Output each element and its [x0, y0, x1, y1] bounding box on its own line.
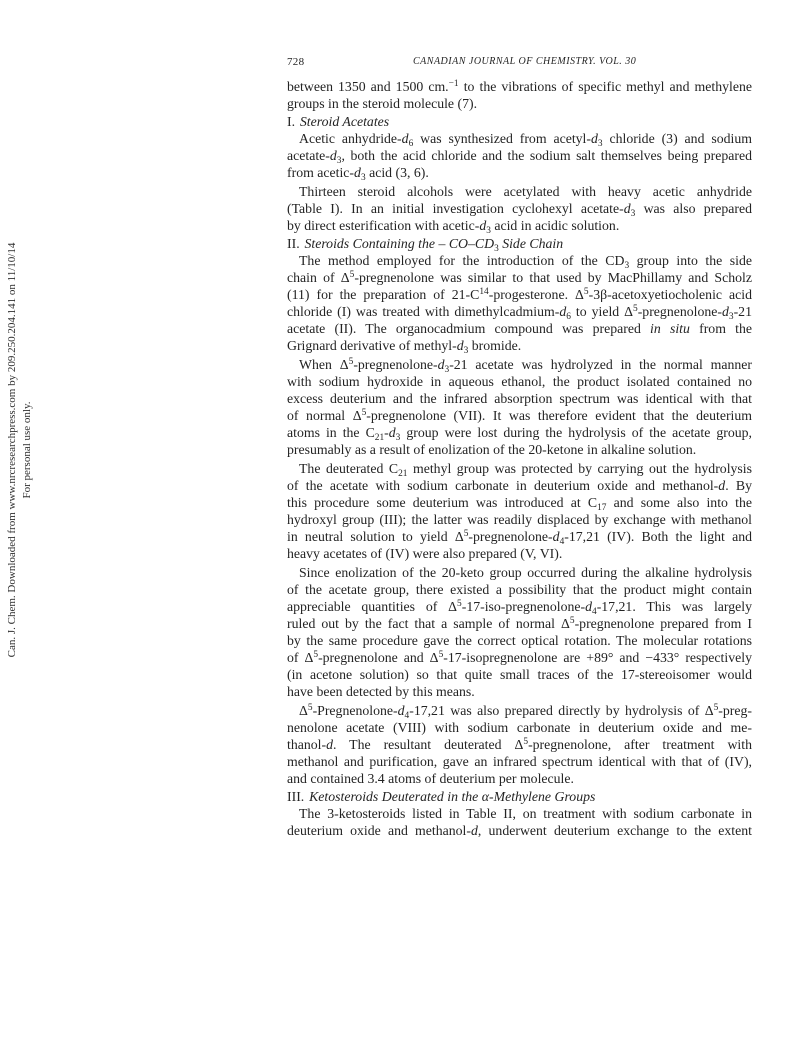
text-run: acetate (II). The organocadmium compound was prepared [287, 321, 651, 336]
text-run: . By [725, 478, 753, 493]
text-run: -21 [733, 304, 752, 319]
section-number: I. [287, 114, 296, 129]
text-run: in neutral solution to yield Δ [287, 529, 464, 544]
running-header: CANADIAN JOURNAL OF CHEMISTRY. VOL. 30 [413, 56, 637, 67]
subscript: 3 [494, 243, 499, 254]
text-line [287, 252, 752, 269]
subscript: 3 [728, 311, 734, 322]
italic-run: d [559, 304, 567, 319]
subscript: 3 [395, 432, 401, 443]
text-run: thanol- [287, 737, 327, 752]
text-run: atoms in the C [287, 425, 375, 440]
text-line [287, 702, 752, 719]
text-run: to yield Δ [570, 304, 634, 319]
text-line [287, 753, 752, 770]
text-run: (in acetone solution) so that quite small traces of the 17-stereoisomer would [287, 667, 752, 682]
paragraph [287, 356, 752, 458]
text-run: -pregnenolone prepared from I [574, 616, 753, 631]
italic-run: d [388, 425, 396, 440]
text-run: methanol and purification, gave an infrared spectrum identical with that of (IV), [287, 754, 752, 769]
text-line [287, 78, 752, 95]
text-run: -3β-acetoxyetiocholenic acid [588, 287, 753, 302]
italic-run: d [623, 201, 631, 216]
superscript: 5 [457, 599, 462, 610]
body-text-column [287, 78, 752, 839]
text-line [287, 269, 752, 286]
text-run: -pregnenolone- [637, 304, 722, 319]
section-heading [287, 788, 752, 805]
italic-run: d [401, 131, 409, 146]
text-run: acetate- [287, 148, 330, 163]
text-run: -pregnenolone, after treatment with [528, 737, 753, 752]
text-run: -pregnenolone was similar to that used by MacPhillamy and Scholz [354, 270, 752, 285]
text-line [287, 683, 752, 700]
paragraph [287, 78, 752, 112]
italic-run: d [721, 304, 729, 319]
text-run: The deuterated C [299, 461, 399, 476]
subscript: 3 [486, 225, 491, 236]
text-line [287, 286, 752, 303]
paragraph [287, 130, 752, 181]
italic-run: d [397, 703, 405, 718]
text-line [287, 95, 752, 112]
italic-run: Ketosteroids Deuterated in the α-Methylene Groups [309, 789, 596, 804]
section-title [309, 789, 595, 804]
text-run: excess deuterium and the infrared absorption spectrum was identical with that [287, 391, 752, 406]
text-run: -17,21 (IV). Both the light and [564, 529, 752, 544]
text-run: deuterium oxide and methanol- [287, 823, 471, 838]
text-line [287, 147, 752, 164]
text-run: was also prepared [635, 201, 752, 216]
text-run: this procedure some deuterium was introduced at C [287, 495, 598, 510]
text-run: acid in acidic solution. [490, 218, 620, 233]
text-run: The method employed for the introduction of the CD [299, 253, 625, 268]
italic-run: d [329, 148, 337, 163]
italic-run: d [326, 737, 333, 752]
text-run: -Pregnenolone- [312, 703, 398, 718]
text-run: -17,21 was also prepared directly by hydrolysis of Δ [409, 703, 714, 718]
paragraph [287, 460, 752, 562]
text-line [287, 460, 752, 477]
superscript: 5 [463, 529, 469, 540]
text-run: of normal Δ [287, 408, 362, 423]
text-run: -pregnenolone and Δ [318, 650, 439, 665]
text-line [287, 649, 752, 666]
text-run: Δ [299, 703, 308, 718]
text-run: group were lost during the hydrolysis of the acetate group, [400, 425, 753, 440]
text-run: have been detected by this means. [287, 684, 475, 699]
subscript: 3 [463, 345, 469, 356]
italic-run: d [585, 599, 592, 614]
text-line [287, 736, 752, 753]
text-run: and contained 3.4 atoms of deuterium per molecule. [287, 771, 574, 786]
italic-run: d [591, 131, 598, 146]
text-line [287, 581, 752, 598]
superscript: 5 [523, 737, 529, 748]
text-run: of Δ [287, 650, 314, 665]
text-run: (Table I). In an initial investigation cyclohexyl acetate- [287, 201, 624, 216]
text-run: between 1350 and 1500 cm. [287, 79, 449, 94]
text-run: -21 acetate was hydrolyzed in the normal manner [449, 357, 753, 372]
text-run: chloride (I) was treated with dimethylcadmium- [287, 304, 560, 319]
superscript: 5 [438, 650, 444, 661]
text-line [287, 390, 752, 407]
text-line [287, 424, 752, 441]
text-line [287, 719, 752, 736]
superscript: 5 [569, 616, 575, 627]
italic-run: d [456, 338, 464, 353]
page-number: 728 [287, 56, 305, 68]
superscript: 5 [361, 408, 367, 419]
subscript: 4 [592, 606, 597, 617]
text-line [287, 320, 752, 337]
text-run: acid (3, 6). [365, 165, 429, 180]
text-line [287, 770, 752, 787]
download-watermark [5, 220, 35, 680]
italic-run: Steroids Containing the – CO–CD [304, 236, 495, 251]
superscript: 5 [307, 703, 313, 714]
italic-run: d [437, 357, 445, 372]
text-run: from acetic- [287, 165, 355, 180]
text-run: hydroxyl group (III); the latter was readily displaced by exchange with methanol [287, 512, 752, 527]
text-run: group into the side [629, 253, 753, 268]
subscript: 21 [374, 432, 385, 443]
italic-run: d [718, 478, 726, 493]
subscript: 3 [630, 208, 636, 219]
text-run: -progesterone. Δ [488, 287, 584, 302]
italic-run: Steroid Acetates [299, 114, 390, 129]
text-run: (11) for the preparation of 21-C [287, 287, 480, 302]
section-title [300, 114, 389, 129]
text-run: Thirteen steroid alcohols were acetylated with heavy acetic anhydride [299, 184, 752, 199]
text-run: groups in the steroid molecule (7). [287, 96, 478, 111]
text-run: -pregnenolone- [468, 529, 553, 544]
italic-run: d [552, 529, 560, 544]
text-run: heavy acetates of (IV) were also prepared (V, VI). [287, 546, 563, 561]
text-line [287, 407, 752, 424]
text-run: - [384, 425, 389, 440]
subscript: 4 [404, 710, 410, 721]
download-notice: Can. J. Chem. Downloaded from www.nrcresearchpress.com by 209.250.204.141 on 11/10/14 [6, 242, 18, 658]
text-run: chain of Δ [287, 270, 350, 285]
text-run: of the acetate with sodium carbonate in deuterium oxide and methanol- [287, 478, 719, 493]
text-line [287, 615, 752, 632]
subscript: 3 [360, 172, 366, 183]
italic-run: d [354, 165, 361, 180]
subscript: 4 [559, 536, 565, 547]
text-run: with sodium hydroxide in aqueous ethanol, the product isolated contained no [287, 374, 752, 389]
text-line [287, 494, 752, 511]
text-run: chloride (3) and sodium [602, 131, 752, 146]
text-run: . The resultant deuterated Δ [333, 737, 524, 752]
text-run: and some also into the [606, 495, 752, 510]
text-run: ruled out by the fact that a sample of normal Δ [287, 616, 570, 631]
text-line [287, 477, 752, 494]
text-run: by direct esterification with acetic- [287, 218, 480, 233]
superscript: 5 [349, 270, 355, 281]
superscript: 5 [713, 703, 719, 714]
section-heading [287, 113, 752, 130]
text-line [287, 805, 752, 822]
italic-run: d [471, 823, 478, 838]
text-line [287, 130, 752, 147]
subscript: 3 [597, 138, 603, 149]
text-run: Since enolization of the 20-keto group occurred during the alkaline hydrolysis [299, 565, 752, 580]
paragraph [287, 702, 752, 787]
superscript: 5 [583, 287, 589, 298]
text-run: presumably as a result of enolization of the 20-ketone in alkaline solution. [287, 442, 697, 457]
text-run: from the [689, 321, 752, 336]
text-line [287, 183, 752, 200]
text-run: -17,21. This was largely [596, 599, 752, 614]
text-line [287, 564, 752, 581]
text-run: Grignard derivative of methyl- [287, 338, 457, 353]
text-run: -pregnenolone- [353, 357, 438, 372]
section-number: II. [287, 236, 300, 251]
text-run: When Δ [299, 357, 349, 372]
text-run: by the same procedure gave the correct optical rotation. The molecular rotations [287, 633, 752, 648]
text-run: -17-isopregnenolone are +89° and −433° respectively [443, 650, 752, 665]
section-title [304, 236, 564, 254]
text-run: bromide. [468, 338, 522, 353]
text-line [287, 217, 752, 234]
subscript: 3 [624, 260, 630, 271]
superscript: −1 [448, 79, 459, 90]
text-run: of the acetate group, there existed a possibility that the product might contain [287, 582, 752, 597]
subscript: 17 [597, 502, 607, 513]
text-run: -pregnenolone (VII). It was therefore evident that the deuterium [366, 408, 753, 423]
text-line [287, 511, 752, 528]
paragraph [287, 805, 752, 839]
paragraph [287, 252, 752, 354]
section-heading [287, 235, 752, 252]
subscript: 3 [336, 155, 342, 166]
text-run: -17-iso-pregnenolone- [461, 599, 586, 614]
text-run: The 3-ketosteroids listed in Table II, on treatment with sodium carbonate in [299, 806, 752, 821]
text-run: Acetic anhydride- [299, 131, 402, 146]
paragraph [287, 564, 752, 700]
superscript: 14 [479, 287, 489, 298]
superscript: 5 [313, 650, 319, 661]
text-run: was synthesized from acetyl- [413, 131, 591, 146]
text-run: to the vibrations of specific methyl and methylene [458, 79, 752, 94]
text-line [287, 441, 752, 458]
subscript: 3 [444, 364, 450, 375]
text-run: , both the acid chloride and the sodium salt themselves being prepared [341, 148, 752, 163]
text-line [287, 822, 752, 839]
text-line [287, 303, 752, 320]
text-line [287, 200, 752, 217]
text-line [287, 632, 752, 649]
text-line [287, 337, 752, 354]
text-line [287, 545, 752, 562]
text-line [287, 373, 752, 390]
text-line [287, 528, 752, 545]
text-run: -preg- [718, 703, 752, 718]
text-run: appreciable quantities of Δ [287, 599, 458, 614]
text-run: methyl group was protected by carrying out the hydrolysis [407, 461, 752, 476]
text-run: nenolone acetate (VIII) with sodium carbonate in deuterium oxide and me- [287, 720, 752, 735]
subscript: 21 [398, 468, 408, 479]
subscript: 6 [566, 311, 571, 322]
italic-run: d [479, 218, 487, 233]
usage-notice: For personal use only. [21, 401, 33, 499]
paragraph [287, 183, 752, 234]
section-number: III. [287, 789, 305, 804]
text-run: , underwent deuterium exchange to the extent [477, 823, 753, 838]
text-line [287, 666, 752, 683]
superscript: 5 [633, 304, 638, 315]
text-line [287, 598, 752, 615]
superscript: 5 [348, 357, 354, 368]
italic-run: Side Chain [498, 236, 564, 251]
italic-run: in situ [650, 321, 690, 336]
subscript: 6 [408, 138, 414, 149]
text-line [287, 356, 752, 373]
text-line [287, 164, 752, 181]
